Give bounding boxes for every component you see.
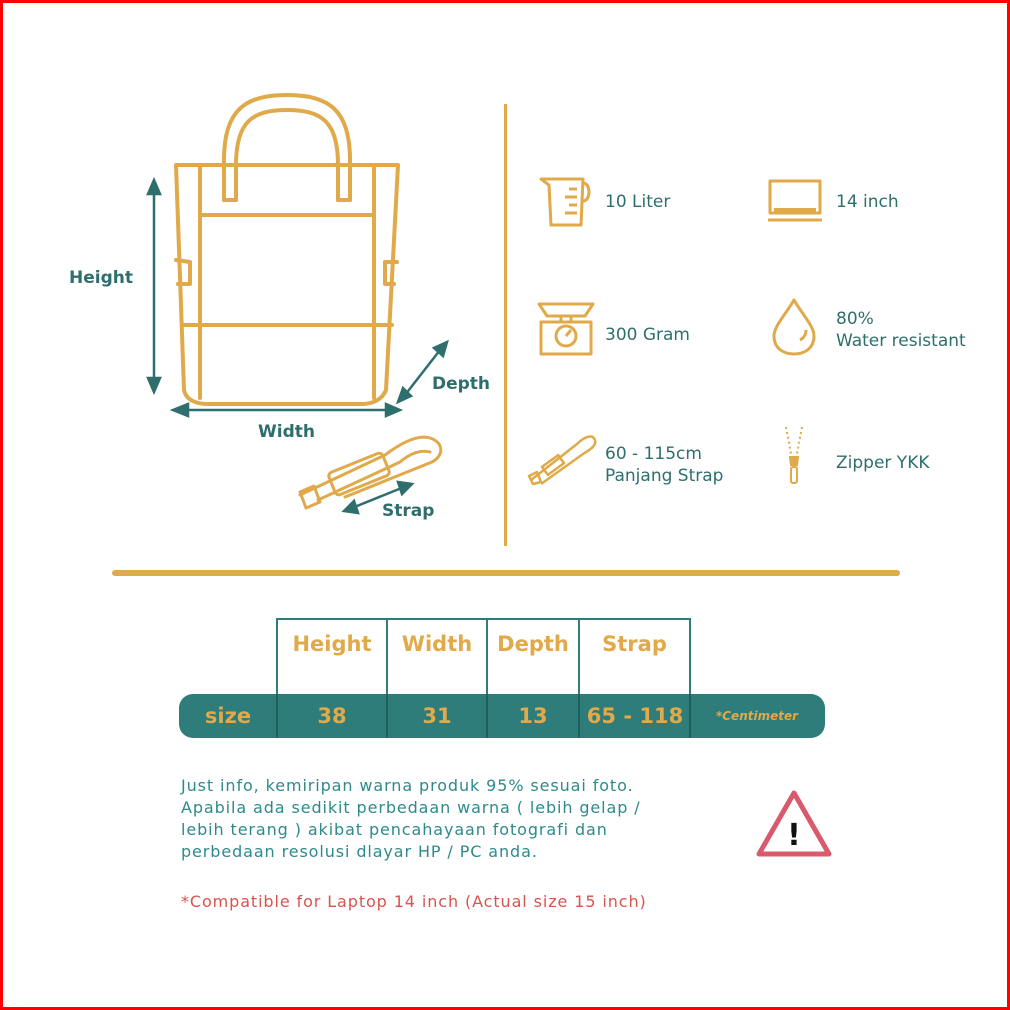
warning-glyph: ! — [787, 818, 801, 853]
compat-note: *Compatible for Laptop 14 inch (Actual size 15 inch) — [181, 892, 647, 911]
depth-label: Depth — [432, 374, 491, 394]
spec-strap-label: Panjang Strap — [605, 466, 724, 486]
value-strap: 65 - 118 — [586, 704, 684, 728]
value-height: 38 — [317, 704, 347, 728]
separator — [689, 694, 691, 738]
header-width: Width — [386, 618, 488, 668]
measuring-cup-icon — [537, 175, 595, 231]
table-gap — [276, 668, 388, 694]
warning-triangle-icon — [754, 788, 834, 858]
header-strap: Strap — [578, 618, 691, 668]
unit-note: *Centimeter — [715, 709, 799, 723]
strap-label: Strap — [382, 501, 435, 521]
zipper-icon — [782, 425, 806, 489]
spec-weight: 300 Gram — [605, 325, 690, 345]
water-drop-icon — [770, 296, 818, 358]
bag-illustration — [140, 85, 520, 535]
spec-water-text: Water resistant — [836, 331, 966, 351]
horizontal-divider — [112, 570, 900, 576]
vertical-divider — [504, 104, 507, 546]
value-depth: 13 — [518, 704, 548, 728]
laptop-icon — [766, 178, 824, 224]
spec-water-percent: 80% — [836, 309, 874, 329]
spec-zipper: Zipper YKK — [836, 453, 930, 473]
info-line: Apabila ada sedikit perbedaan warna ( lebih gelap / — [181, 798, 641, 817]
table-gap — [486, 668, 580, 694]
color-info — [181, 775, 741, 863]
info-line: Just info, kemiripan warna produk 95% sesuai foto. — [181, 776, 634, 795]
spec-laptop: 14 inch — [836, 192, 899, 212]
scale-icon — [535, 298, 597, 358]
size-row-label: size — [204, 704, 252, 728]
table-gap — [386, 668, 488, 694]
info-line: lebih terang ) akibat pencahayaan fotografi dan — [181, 820, 608, 839]
height-label: Height — [69, 268, 133, 288]
strap-icon — [527, 430, 599, 486]
header-depth: Depth — [486, 618, 580, 668]
spec-volume: 10 Liter — [605, 192, 671, 212]
header-height: Height — [276, 618, 388, 668]
spec-strap-length: 60 - 115cm — [605, 444, 702, 464]
width-label: Width — [258, 422, 315, 442]
table-gap — [578, 668, 691, 694]
value-width: 31 — [422, 704, 452, 728]
info-line: perbedaan resolusi dlayar HP / PC anda. — [181, 842, 538, 861]
